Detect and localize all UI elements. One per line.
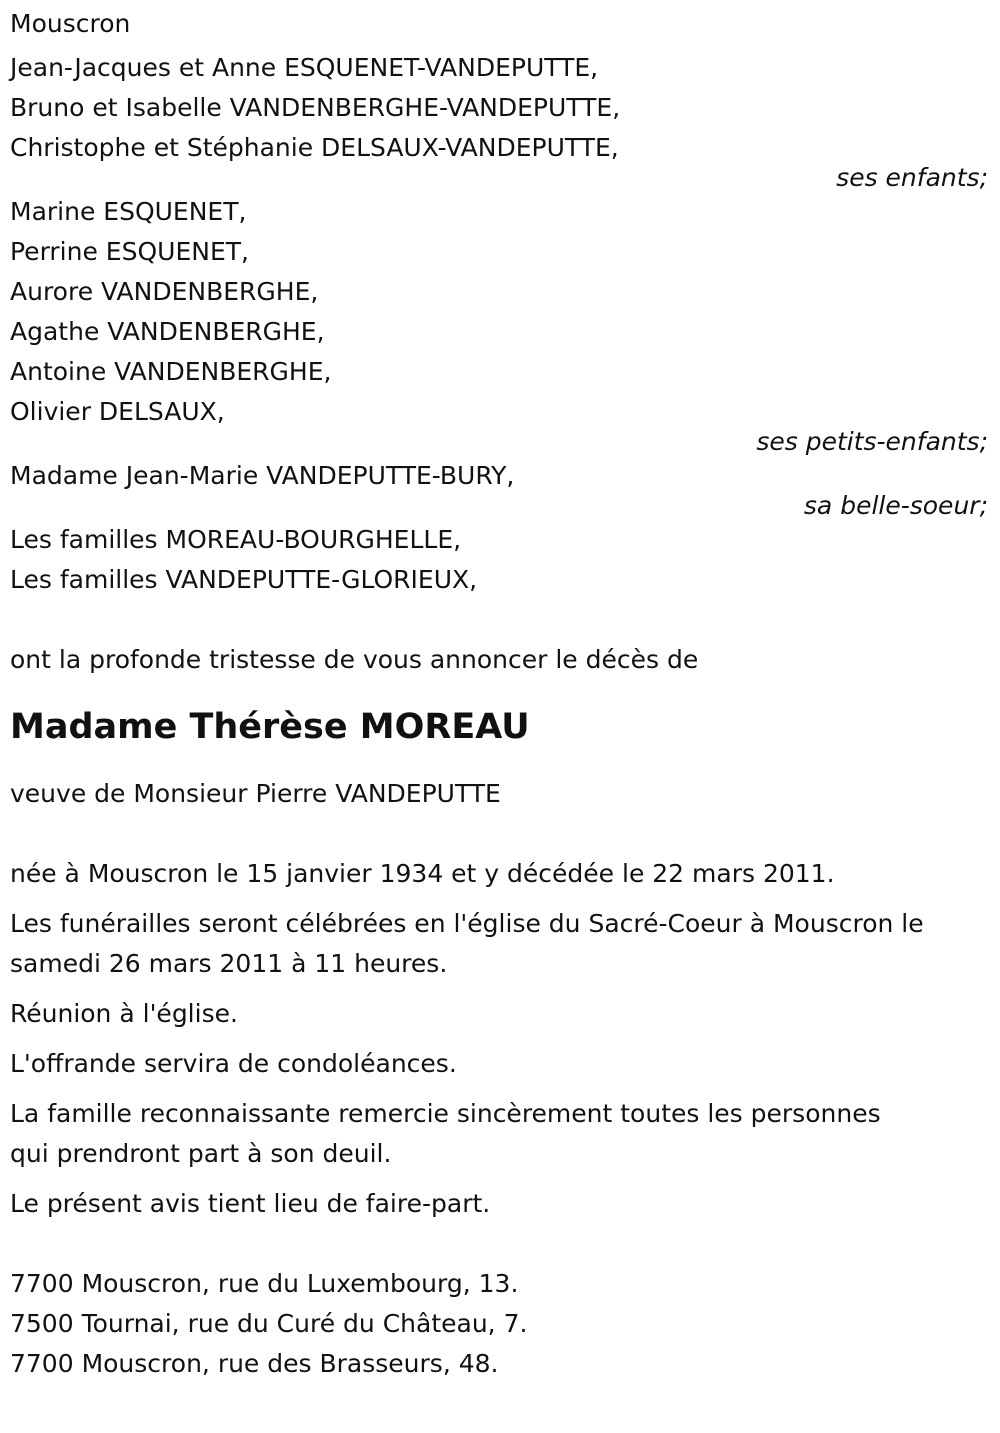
sister-in-law-label: sa belle-soeur; xyxy=(803,491,988,520)
funeral-line: Les funérailles seront célébrées en l'église du Sacré-Coeur à Mouscron le xyxy=(10,909,924,938)
city-header: Mouscron xyxy=(10,9,131,38)
family-line: Les familles MOREAU-BOURGHELLE, xyxy=(10,525,462,554)
addresses-list xyxy=(10,1264,990,1384)
birth-death-text: née à Mouscron le 15 janvier 1934 et y décédée le 22 mars 2011. xyxy=(10,859,835,888)
announcement-text: ont la profonde tristesse de vous annoncer le décès de xyxy=(10,645,699,674)
offering-text: L'offrande servira de condoléances. xyxy=(10,1049,457,1078)
address-line: 7700 Mouscron, rue du Luxembourg, 13. xyxy=(10,1269,519,1298)
children-label: ses enfants; xyxy=(836,163,988,192)
grandchild-line: Agathe VANDENBERGHE, xyxy=(10,317,325,346)
grandchild-line: Marine ESQUENET, xyxy=(10,197,247,226)
grandchildren-label: ses petits-enfants; xyxy=(756,427,988,456)
widow-of-text: veuve de Monsieur Pierre VANDEPUTTE xyxy=(10,779,501,808)
address-line: 7700 Mouscron, rue des Brasseurs, 48. xyxy=(10,1349,499,1378)
address-line: 7500 Tournai, rue du Curé du Château, 7. xyxy=(10,1309,528,1338)
families-list xyxy=(10,520,990,600)
family-line: Les familles VANDEPUTTE-GLORIEUX, xyxy=(10,565,478,594)
thanks-line: La famille reconnaissante remercie sincèrement toutes les personnes xyxy=(10,1099,881,1128)
funeral-paragraph xyxy=(10,904,990,984)
grandchildren-list xyxy=(10,192,990,432)
grandchild-line: Olivier DELSAUX, xyxy=(10,397,225,426)
notice-text: Le présent avis tient lieu de faire-part. xyxy=(10,1189,491,1218)
grandchild-line: Aurore VANDENBERGHE, xyxy=(10,277,319,306)
thanks-line: qui prendront part à son deuil. xyxy=(10,1139,392,1168)
children-list xyxy=(10,48,990,168)
child-line: Jean-Jacques et Anne ESQUENET-VANDEPUTTE, xyxy=(10,53,599,82)
meeting-text: Réunion à l'église. xyxy=(10,999,238,1028)
child-line: Bruno et Isabelle VANDENBERGHE-VANDEPUTTE, xyxy=(10,93,621,122)
child-line: Christophe et Stéphanie DELSAUX-VANDEPUTTE, xyxy=(10,133,619,162)
grandchild-line: Perrine ESQUENET, xyxy=(10,237,249,266)
sister-in-law-line: Madame Jean-Marie VANDEPUTTE-BURY, xyxy=(10,461,515,490)
deceased-name: Madame Thérèse MOREAU xyxy=(10,707,530,747)
thanks-paragraph xyxy=(10,1094,990,1174)
funeral-line: samedi 26 mars 2011 à 11 heures. xyxy=(10,949,448,978)
grandchild-line: Antoine VANDENBERGHE, xyxy=(10,357,332,386)
